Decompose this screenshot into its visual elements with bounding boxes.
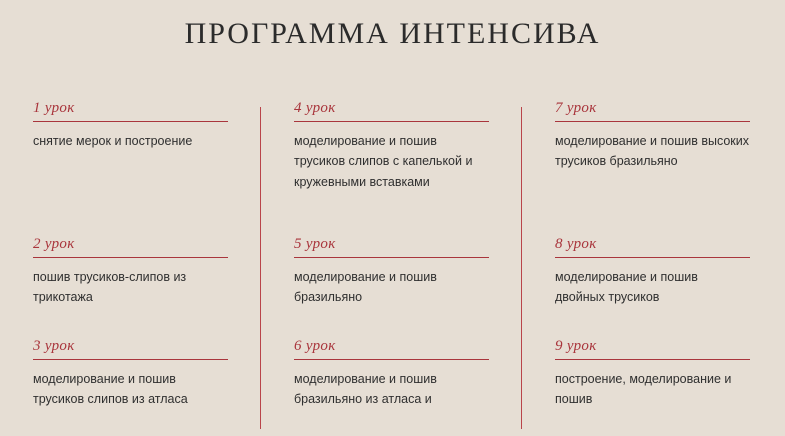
lesson-description: моделирование и пошив бразильяно [294,270,437,305]
lesson-title: 9 урок [555,338,750,360]
lesson-item [555,338,750,410]
lesson-item [33,236,228,312]
lesson-item [294,236,489,312]
lesson-description: снятие мерок и построение [33,134,193,148]
lesson-item [555,236,750,312]
lesson-title: 4 урок [294,100,489,122]
lesson-item [33,100,228,210]
lesson-description: построение, моделирование и пошив [555,372,732,407]
lesson-item [555,100,750,210]
lesson-title: 2 урок [33,236,228,258]
page-title: ПРОГРАММА ИНТЕНСИВА [184,17,601,50]
lesson-item [294,100,489,210]
lesson-description: пошив трусиков-слипов из трикотажа [33,270,187,305]
lesson-description: моделирование и пошив двойных трусиков [555,270,698,305]
lesson-column-1 [0,100,261,436]
lesson-description: моделирование и пошив высоких трусиков бразильяно [555,134,750,169]
lesson-item [294,338,489,410]
lesson-title: 1 урок [33,100,228,122]
lesson-description: моделирование и пошив трусиков слипов из атласа [33,372,188,407]
lesson-description: моделирование и пошив трусиков слипов с капелькой и кружевными вставками [294,134,473,189]
lesson-columns [0,100,785,436]
lesson-title: 7 урок [555,100,750,122]
lesson-column-3 [522,100,783,436]
lesson-column-2 [261,100,522,436]
lesson-description: моделирование и пошив бразильяно из атласа и [294,372,437,407]
lesson-title: 5 урок [294,236,489,258]
lesson-title: 3 урок [33,338,228,360]
lesson-title: 6 урок [294,338,489,360]
lesson-title: 8 урок [555,236,750,258]
lesson-item [33,338,228,410]
